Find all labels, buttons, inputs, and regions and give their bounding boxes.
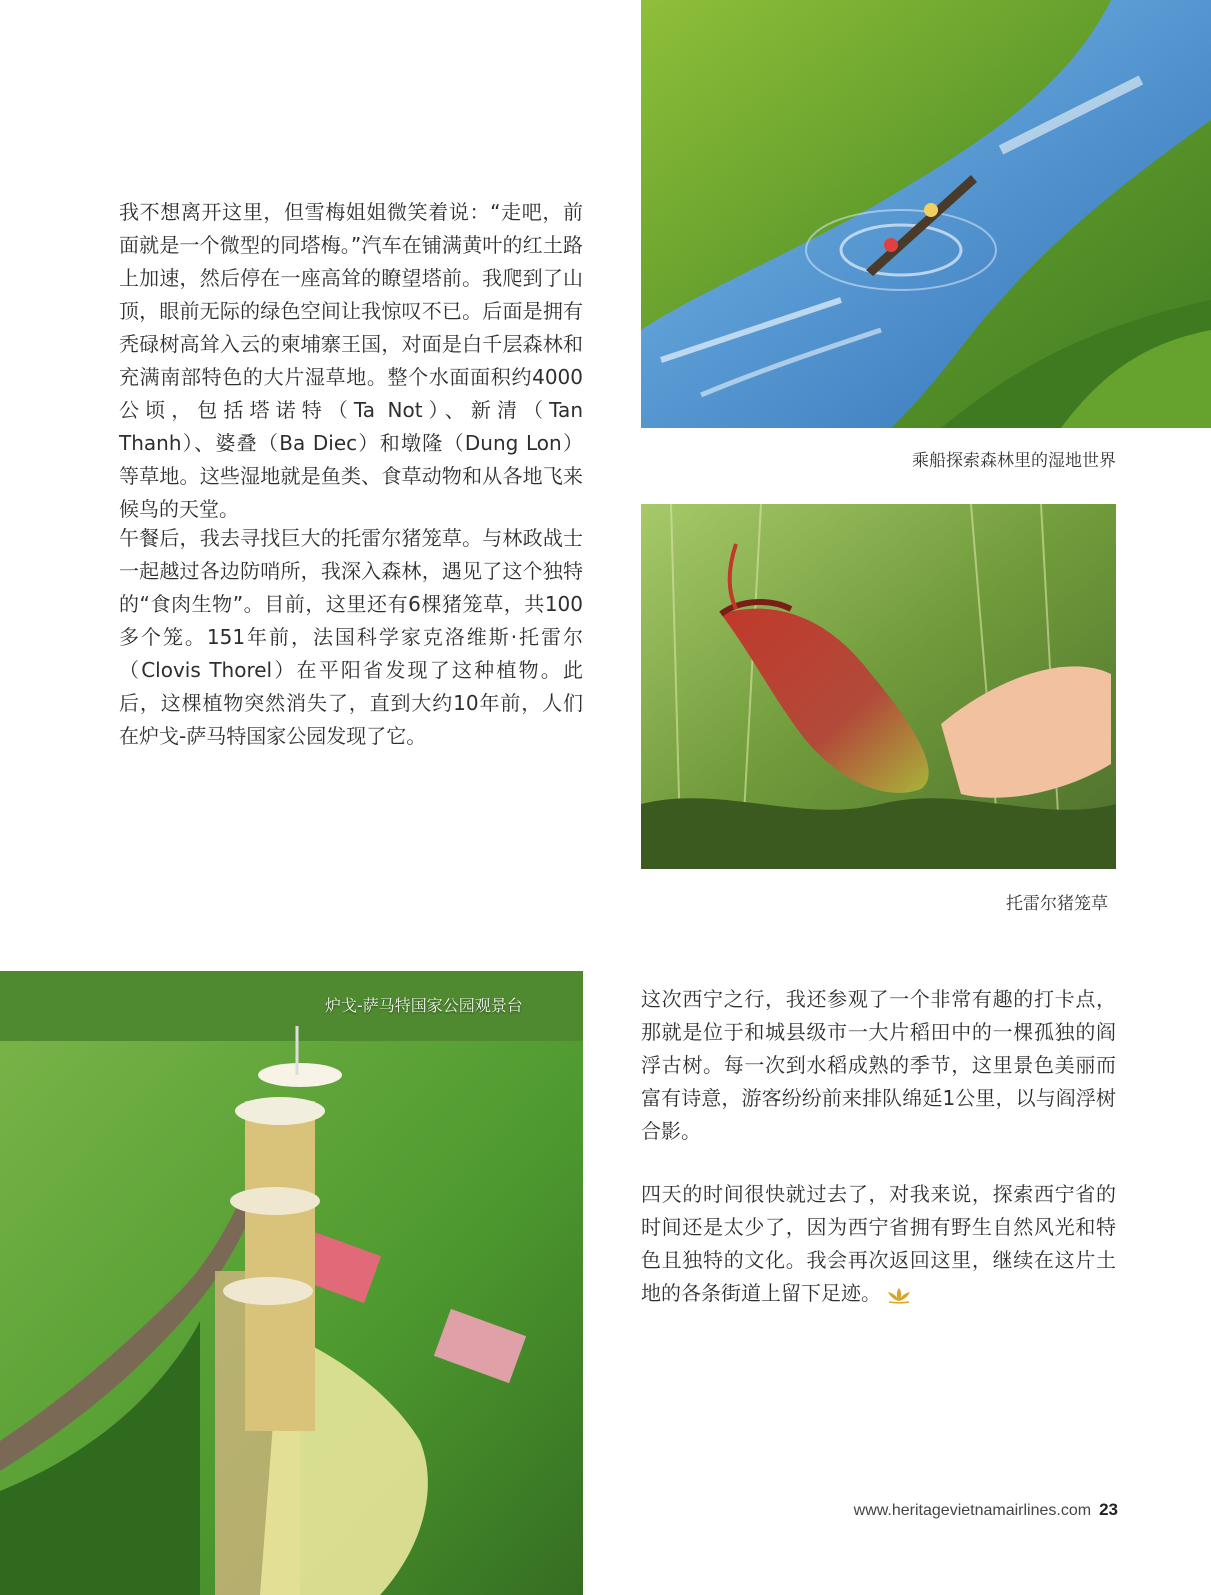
lotus-icon [885, 1286, 913, 1304]
pitcher-plant-photo [641, 504, 1116, 869]
closing-text: 四天的时间很快就过去了，对我来说，探索西宁省的时间还是太少了，因为西宁省拥有野生自然风光和特色且独特的文化。我会再次返回这里，继续在这片土地的各条街道上留下足迹。 [641, 1182, 1116, 1305]
paragraph-tower-visit: 我不想离开这里，但雪梅姐姐微笑着说：“走吧，前面就是一个微型的同塔梅。”汽车在铺满黄叶的红土路上加速，然后停在一座高耸的瞭望塔前。我爬到了山顶，眼前无际的绿色空间让我惊叹不已。后面是拥有秃碌树高耸入云的柬埔寨王国，对面是白千层森林和充满南部特色的大片湿草地。整个水面面积约4000公顷，包括塔诺特（Ta Not）、新清（Tan Thanh）、婆叠（Ba Diec）和墩隆（Dung Lon）等草地。这些湿地就是鱼类、食草动物和从各地飞来候鸟的天堂。 [119, 200, 583, 521]
website-url: www.heritagevietnamairlines.com [853, 1502, 1092, 1519]
paragraph-closing [641, 1178, 1116, 1310]
tower-photo-caption: 炉戈-萨马特国家公园观景台 [325, 996, 523, 1015]
page-number: 23 [1099, 1500, 1118, 1519]
observation-tower-photo [0, 971, 583, 1595]
paragraph-pitcher-plant: 午餐后，我去寻找巨大的托雷尔猪笼草。与林政战士一起越过各边防哨所，我深入森林，遇见了这个独特的“食肉生物”。目前，这里还有6棵猪笼草，共100多个笼。151年前，法国科学家克洛维斯·托雷尔（Clovis Thorel）在平阳省发现了这种植物。此后，这棵植物突然消失了，直到大约10年前，人们在炉戈-萨马特国家公园发现了它。 [119, 526, 583, 748]
page-footer [838, 1500, 1118, 1520]
paragraph-banyan-tree: 这次西宁之行，我还参观了一个非常有趣的打卡点，那就是位于和城县级市一大片稻田中的一棵孤独的阎浮古树。每一次到水稻成熟的季节，这里景色美丽而富有诗意，游客纷纷前来排队绵延1公里，以与阎浮树合影。 [641, 987, 1116, 1143]
pitcher-photo-caption: 托雷尔猪笼草 [1006, 894, 1108, 914]
boat-wetland-photo [641, 0, 1211, 428]
boat-photo-caption: 乘船探索森林里的湿地世界 [912, 451, 1116, 471]
